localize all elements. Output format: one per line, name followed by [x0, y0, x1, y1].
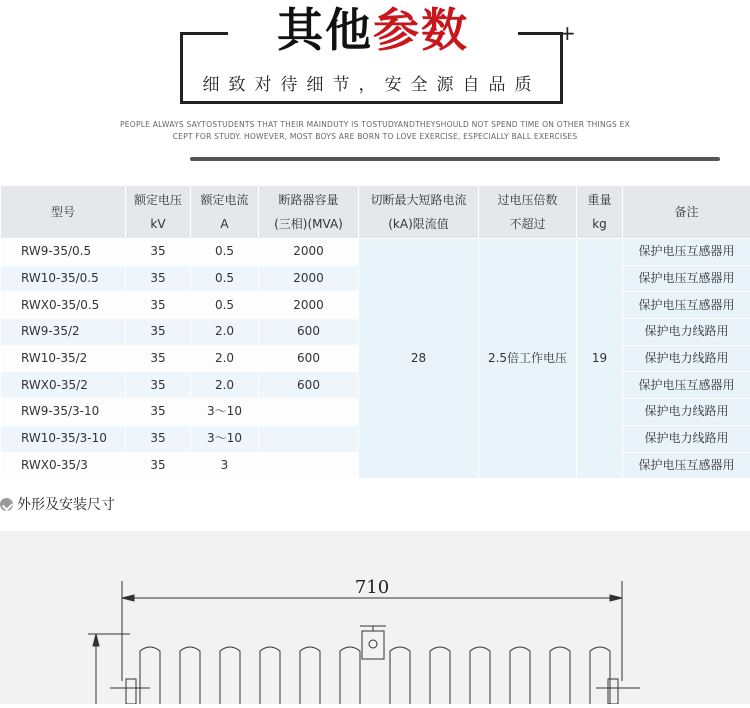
fuse-drawing-svg [0, 531, 750, 704]
note-cell: 保护电压互感器用 [623, 239, 750, 266]
voltage-cell: 35 [126, 292, 191, 319]
header-line-1: 重量 [577, 188, 622, 212]
current-cell: 0.5 [191, 292, 259, 319]
model-cell: RW9-35/2 [1, 319, 126, 346]
current-cell: 2.0 [191, 319, 259, 346]
spec-table [0, 185, 750, 479]
voltage-cell: 35 [126, 345, 191, 372]
title-red: 参数 [373, 3, 469, 57]
capacity-cell [259, 399, 359, 426]
current-cell: 3 [191, 452, 259, 479]
header-line-1: 型号 [1, 200, 125, 224]
header-line-2: A [191, 212, 258, 236]
header-line-1: 额定电压 [126, 188, 190, 212]
header-line-2: (kA)限流值 [359, 212, 478, 236]
header-line-2: 不超过 [479, 212, 576, 236]
voltage-cell: 35 [126, 239, 191, 266]
english-line-2: CEPT FOR STUDY. HOWEVER, MOST BOYS ARE BORN TO LOVE EXERCISE, ESPECIALLY BALL EXERCISES [100, 131, 650, 143]
current-cell: 0.5 [191, 265, 259, 292]
header-line-1: 额定电流 [191, 188, 258, 212]
current-cell: 2.0 [191, 372, 259, 399]
model-cell: RW10-35/3-10 [1, 425, 126, 452]
merged-weight-cell: 19 [577, 239, 623, 479]
plus-mark: + [559, 23, 576, 43]
title-black: 其他 [277, 3, 373, 57]
merged-overvoltage-cell: 2.5倍工作电压 [479, 239, 577, 479]
divider [190, 157, 720, 161]
table-row [1, 239, 750, 266]
table-header-cell [126, 186, 191, 239]
capacity-cell: 600 [259, 319, 359, 346]
note-cell: 保护电力线路用 [623, 345, 750, 372]
model-cell: RWX0-35/3 [1, 452, 126, 479]
table-header-cell [359, 186, 479, 239]
section-title: 外形及安装尺寸 [17, 497, 115, 513]
current-cell: 2.0 [191, 345, 259, 372]
capacity-cell [259, 425, 359, 452]
merged-ka-cell: 28 [359, 239, 479, 479]
english-text [100, 119, 650, 143]
header-line-1: 过电压倍数 [479, 188, 576, 212]
capacity-cell: 2000 [259, 292, 359, 319]
model-cell: RW10-35/2 [1, 345, 126, 372]
capacity-cell: 600 [259, 345, 359, 372]
table-header-cell [1, 186, 126, 239]
voltage-cell: 35 [126, 372, 191, 399]
page-title [228, 0, 518, 58]
note-cell: 保护电力线路用 [623, 319, 750, 346]
dimension-label: 710 [355, 577, 389, 598]
current-cell: 3～10 [191, 425, 259, 452]
current-cell: 0.5 [191, 239, 259, 266]
subtitle: 细致对待细节，安全源自品质 [180, 74, 563, 96]
voltage-cell: 35 [126, 452, 191, 479]
voltage-cell: 35 [126, 265, 191, 292]
header-line-2: (三相)(MVA) [259, 212, 358, 236]
table-header-cell [191, 186, 259, 239]
dimension-drawing [0, 531, 750, 704]
header-banner [0, 0, 750, 180]
capacity-cell [259, 452, 359, 479]
voltage-cell: 35 [126, 425, 191, 452]
model-cell: RWX0-35/0.5 [1, 292, 126, 319]
current-cell: 3～10 [191, 399, 259, 426]
capacity-cell: 2000 [259, 239, 359, 266]
header-line-1: 断路器容量 [259, 188, 358, 212]
table-header-cell [623, 186, 750, 239]
header-line-1: 切断最大短路电流 [359, 188, 478, 212]
model-cell: RW9-35/0.5 [1, 239, 126, 266]
note-cell: 保护电力线路用 [623, 399, 750, 426]
model-cell: RW9-35/3-10 [1, 399, 126, 426]
note-cell: 保护电压互感器用 [623, 292, 750, 319]
capacity-cell: 600 [259, 372, 359, 399]
table-header-cell [479, 186, 577, 239]
header-line-2: kV [126, 212, 190, 236]
note-cell: 保护电力线路用 [623, 425, 750, 452]
table-header-cell [259, 186, 359, 239]
model-cell: RWX0-35/2 [1, 372, 126, 399]
check-icon [0, 498, 13, 511]
note-cell: 保护电压互感器用 [623, 265, 750, 292]
model-cell: RW10-35/0.5 [1, 265, 126, 292]
note-cell: 保护电压互感器用 [623, 372, 750, 399]
english-line-1: PEOPLE ALWAYS SAYTOSTUDENTS THAT THEIR MAINDUTY IS TOSTUDYANDTHEYSHOULD NOT SPEND TIME ON OTHER THINGS EX [100, 119, 650, 131]
note-cell: 保护电压互感器用 [623, 452, 750, 479]
section-heading [0, 495, 115, 515]
voltage-cell: 35 [126, 399, 191, 426]
table-header-cell [577, 186, 623, 239]
header-line-2: kg [577, 212, 622, 236]
header-line-1: 备注 [623, 200, 750, 224]
capacity-cell: 2000 [259, 265, 359, 292]
voltage-cell: 35 [126, 319, 191, 346]
